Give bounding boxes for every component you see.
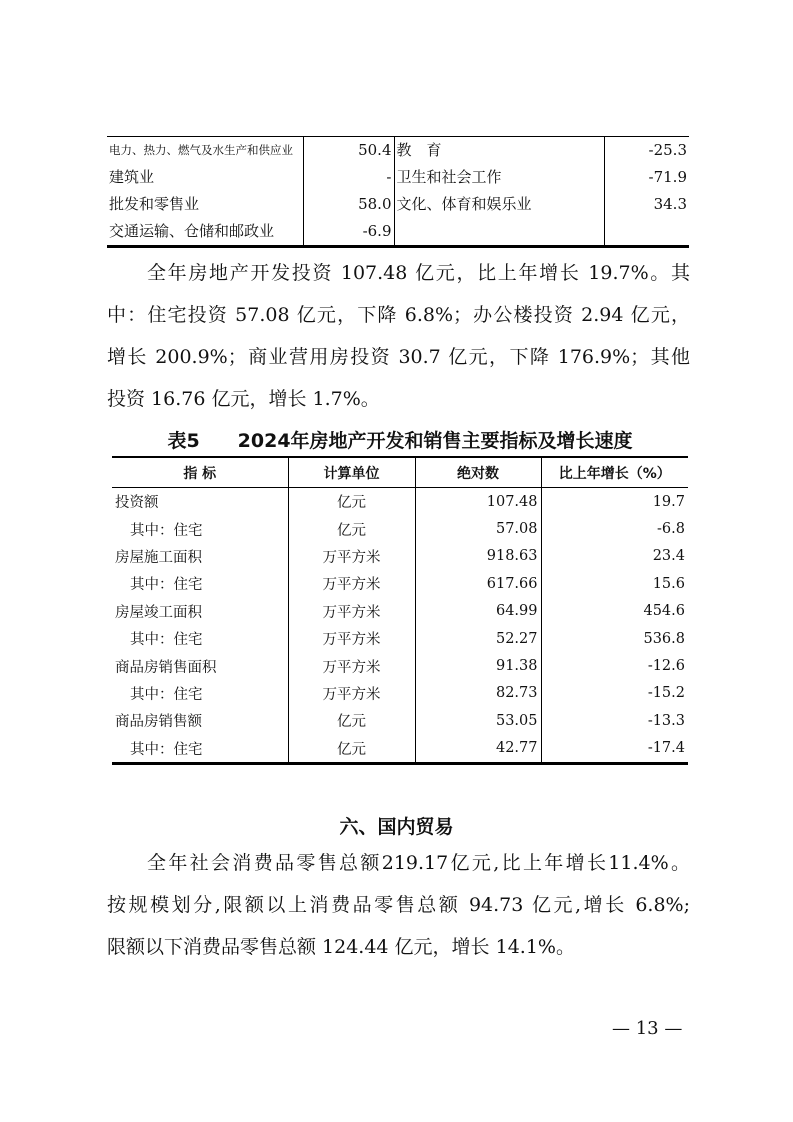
indicator-cell: 其中：住宅 xyxy=(112,515,288,542)
growth-value: -25.3 xyxy=(604,137,689,165)
header-unit: 计算单位 xyxy=(288,457,415,488)
growth-value: 50.4 xyxy=(303,137,394,165)
unit-cell: 万平方米 xyxy=(288,543,415,570)
growth-cell: 15.6 xyxy=(652,575,685,592)
value-cell: 64.99 xyxy=(415,598,541,625)
unit-cell: 亿元 xyxy=(288,707,415,734)
industry-label: 交通运输、仓储和邮政业 xyxy=(107,218,303,247)
table-row xyxy=(112,625,688,652)
value-cell: 918.63 xyxy=(415,543,541,570)
paragraph-line: 全年房地产开发投资 107.48 亿元，比上年增长 19.7%。其 xyxy=(147,262,690,284)
realestate-investment-paragraph xyxy=(107,252,690,420)
indicator-cell: 房屋竣工面积 xyxy=(112,598,288,625)
growth-value: - xyxy=(303,164,394,191)
growth-value: 58.0 xyxy=(303,191,394,218)
unit-cell: 万平方米 xyxy=(288,652,415,679)
industry-label: 卫生和社会工作 xyxy=(394,164,604,191)
growth-value: 34.3 xyxy=(653,195,687,213)
industry-label: 电力、热力、燃气及水生产和供应业 xyxy=(107,137,303,165)
growth-cell: -17.4 xyxy=(647,740,685,757)
growth-cell: -15.2 xyxy=(647,685,685,702)
header-growth: 比上年增长（%） xyxy=(541,457,688,488)
page-number: — 13 — xyxy=(612,1018,683,1039)
paragraph-line: 投资 16.76 亿元，增长 1.7%。 xyxy=(107,388,380,410)
table-row xyxy=(112,652,688,679)
table-row xyxy=(112,598,688,625)
indicator-cell: 投资额 xyxy=(112,488,288,516)
industry-label: 建筑业 xyxy=(107,164,303,191)
growth-cell: 536.8 xyxy=(643,630,685,647)
growth-value: -71.9 xyxy=(648,168,687,186)
value-cell: 82.73 xyxy=(415,680,541,707)
table-row xyxy=(107,218,689,247)
unit-cell: 万平方米 xyxy=(288,570,415,597)
indicator-cell: 其中：住宅 xyxy=(112,735,288,764)
growth-value: -6.9 xyxy=(303,218,394,247)
indicator-cell: 其中：住宅 xyxy=(112,625,288,652)
industry-label: 教 育 xyxy=(394,137,604,165)
value-cell: 617.66 xyxy=(415,570,541,597)
value-cell: 42.77 xyxy=(415,735,541,764)
unit-cell: 万平方米 xyxy=(288,598,415,625)
growth-cell: 19.7 xyxy=(652,493,685,510)
indicator-cell: 商品房销售面积 xyxy=(112,652,288,679)
growth-value xyxy=(604,218,689,247)
table-row xyxy=(112,543,688,570)
table-row xyxy=(112,735,688,764)
table-row xyxy=(112,488,688,516)
unit-cell: 亿元 xyxy=(288,515,415,542)
paragraph-line: 全年社会消费品零售总额219.17亿元,比上年增长11.4%。 xyxy=(147,852,690,874)
table-row xyxy=(107,137,689,165)
table-row xyxy=(107,191,689,218)
header-indicator: 指 标 xyxy=(112,457,288,488)
indicator-cell: 其中：住宅 xyxy=(112,680,288,707)
table-row xyxy=(112,680,688,707)
unit-cell: 亿元 xyxy=(288,488,415,516)
growth-cell: -12.6 xyxy=(647,658,685,675)
value-cell: 91.38 xyxy=(415,652,541,679)
unit-cell: 万平方米 xyxy=(288,680,415,707)
growth-cell: -6.8 xyxy=(657,521,685,538)
indicator-cell: 其中：住宅 xyxy=(112,570,288,597)
paragraph-line: 按规模划分,限额以上消费品零售总额 94.73 亿元,增长 6.8%; xyxy=(107,894,690,916)
growth-cell: -13.3 xyxy=(647,712,685,729)
table-row xyxy=(112,707,688,734)
growth-cell: 23.4 xyxy=(652,548,685,565)
industry-growth-table xyxy=(107,136,689,248)
table-row xyxy=(112,515,688,542)
industry-label: 文化、体育和娱乐业 xyxy=(394,191,604,218)
paragraph-line: 增长 200.9%；商业营用房投资 30.7 亿元，下降 176.9%；其他 xyxy=(107,346,690,368)
table-row xyxy=(112,570,688,597)
value-cell: 52.27 xyxy=(415,625,541,652)
unit-cell: 亿元 xyxy=(288,735,415,764)
value-cell: 57.08 xyxy=(415,515,541,542)
table5-title: 表5 2024年房地产开发和销售主要指标及增长速度 xyxy=(167,430,633,452)
table5 xyxy=(112,456,688,765)
table-header-row xyxy=(112,457,688,488)
unit-cell: 万平方米 xyxy=(288,625,415,652)
industry-label: 批发和零售业 xyxy=(107,191,303,218)
value-cell: 53.05 xyxy=(415,707,541,734)
header-value: 绝对数 xyxy=(415,457,541,488)
retail-sales-paragraph xyxy=(107,842,690,968)
table-row xyxy=(107,164,689,191)
growth-cell: 454.6 xyxy=(643,603,685,620)
indicator-cell: 房屋施工面积 xyxy=(112,543,288,570)
value-cell: 107.48 xyxy=(415,488,541,516)
section-heading: 六、国内贸易 xyxy=(339,816,454,838)
indicator-cell: 商品房销售额 xyxy=(112,707,288,734)
paragraph-line: 中：住宅投资 57.08 亿元，下降 6.8%；办公楼投资 2.94 亿元， xyxy=(107,304,690,326)
paragraph-line: 限额以下消费品零售总额 124.44 亿元，增长 14.1%。 xyxy=(107,936,575,958)
industry-label xyxy=(394,218,604,247)
